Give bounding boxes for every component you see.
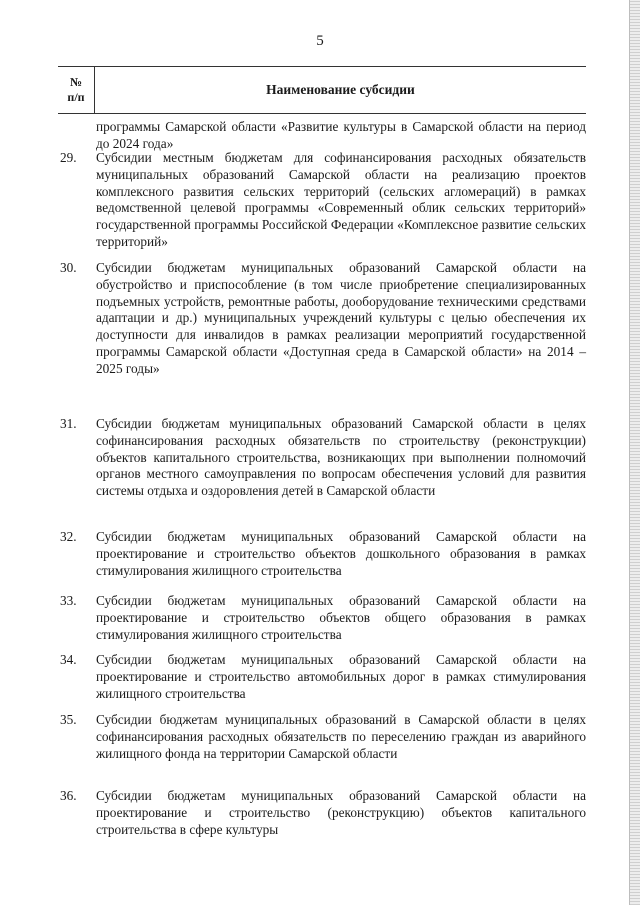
item-text: Субсидии бюджетам муниципальных образований Самарской области на проектирование и строительство объектов дошкольного образования в рамках стимулирования жилищного строительства bbox=[96, 529, 586, 578]
subsidy-item-36 bbox=[58, 788, 586, 838]
subsidy-item-29 bbox=[58, 150, 586, 251]
item-number: 29. bbox=[60, 150, 77, 165]
subsidy-item-33 bbox=[58, 593, 586, 643]
item-text: Субсидии бюджетам муниципальных образований Самарской области в целях софинансирования расходных обязательств по строительству (реконструкции) объектов капитального строительства, возникающих при выполнении полномочий органов местного самоуправления по вопросам обеспечения условий для развития системы отдыха и оздоровления детей в Самарской области bbox=[96, 416, 586, 499]
header-number-column bbox=[58, 67, 95, 113]
scan-edge bbox=[629, 0, 640, 905]
header-number-sign: № bbox=[69, 75, 83, 89]
item-number: 36. bbox=[60, 788, 77, 803]
item-text: Субсидии местным бюджетам для софинансирования расходных обязательств муниципальных образований Самарской области на реализацию проектов комплексного развития сельских территорий (сельских агломераций) в рамках ведомственной целевой программы «Современный облик сельских территорий» государственной программы Российской Федерации «Комплексное развитие сельских территорий» bbox=[96, 150, 586, 249]
table-header bbox=[58, 66, 586, 114]
subsidy-item-30 bbox=[58, 260, 586, 378]
item-text: Субсидии бюджетам муниципальных образований Самарской области на проектирование и строительство (реконструкцию) объектов капитального строительства в сфере культуры bbox=[96, 788, 586, 837]
item-text: Субсидии бюджетам муниципальных образований Самарской области на проектирование и строительство автомобильных дорог в рамках стимулирования жилищного строительства bbox=[96, 652, 586, 701]
item-number: 35. bbox=[60, 712, 77, 727]
continuation-text: программы Самарской области «Развитие культуры в Самарской области на период до 2024 года» bbox=[96, 119, 586, 151]
subsidy-item-32 bbox=[58, 529, 586, 579]
page-number: 5 bbox=[316, 33, 324, 49]
item-number: 34. bbox=[60, 652, 77, 667]
item-text: Субсидии бюджетам муниципальных образований Самарской области на обустройство и приспособление (в том числе приобретение специализированных подъемных устройств, ремонтные работы, дооборудование техническими средствами адаптации и др.) муниципальных учреждений культуры с целью обеспечения их доступности для инвалидов в рамках реализации мероприятий государственной программы Самарской области «Доступная среда в Самарской области» на 2014 – 2025 годы» bbox=[96, 260, 586, 376]
item-number: 30. bbox=[60, 260, 77, 275]
subsidy-item-31 bbox=[58, 416, 586, 500]
item-text: Субсидии бюджетам муниципальных образований в Самарской области в целях софинансирования расходных обязательств по переселению граждан из аварийного жилищного фонда на территории Самарской области bbox=[96, 712, 586, 761]
item-number: 31. bbox=[60, 416, 77, 431]
item-text: Субсидии бюджетам муниципальных образований Самарской области на проектирование и строительство объектов общего образования в рамках стимулирования жилищного строительства bbox=[96, 593, 586, 642]
subsidy-item-35 bbox=[58, 712, 586, 762]
item-number: 32. bbox=[60, 529, 77, 544]
subsidy-item-34 bbox=[58, 652, 586, 702]
header-number-abbr: п/п bbox=[67, 90, 85, 104]
header-name-column: Наименование субсидии bbox=[266, 82, 415, 97]
item-number: 33. bbox=[60, 593, 77, 608]
